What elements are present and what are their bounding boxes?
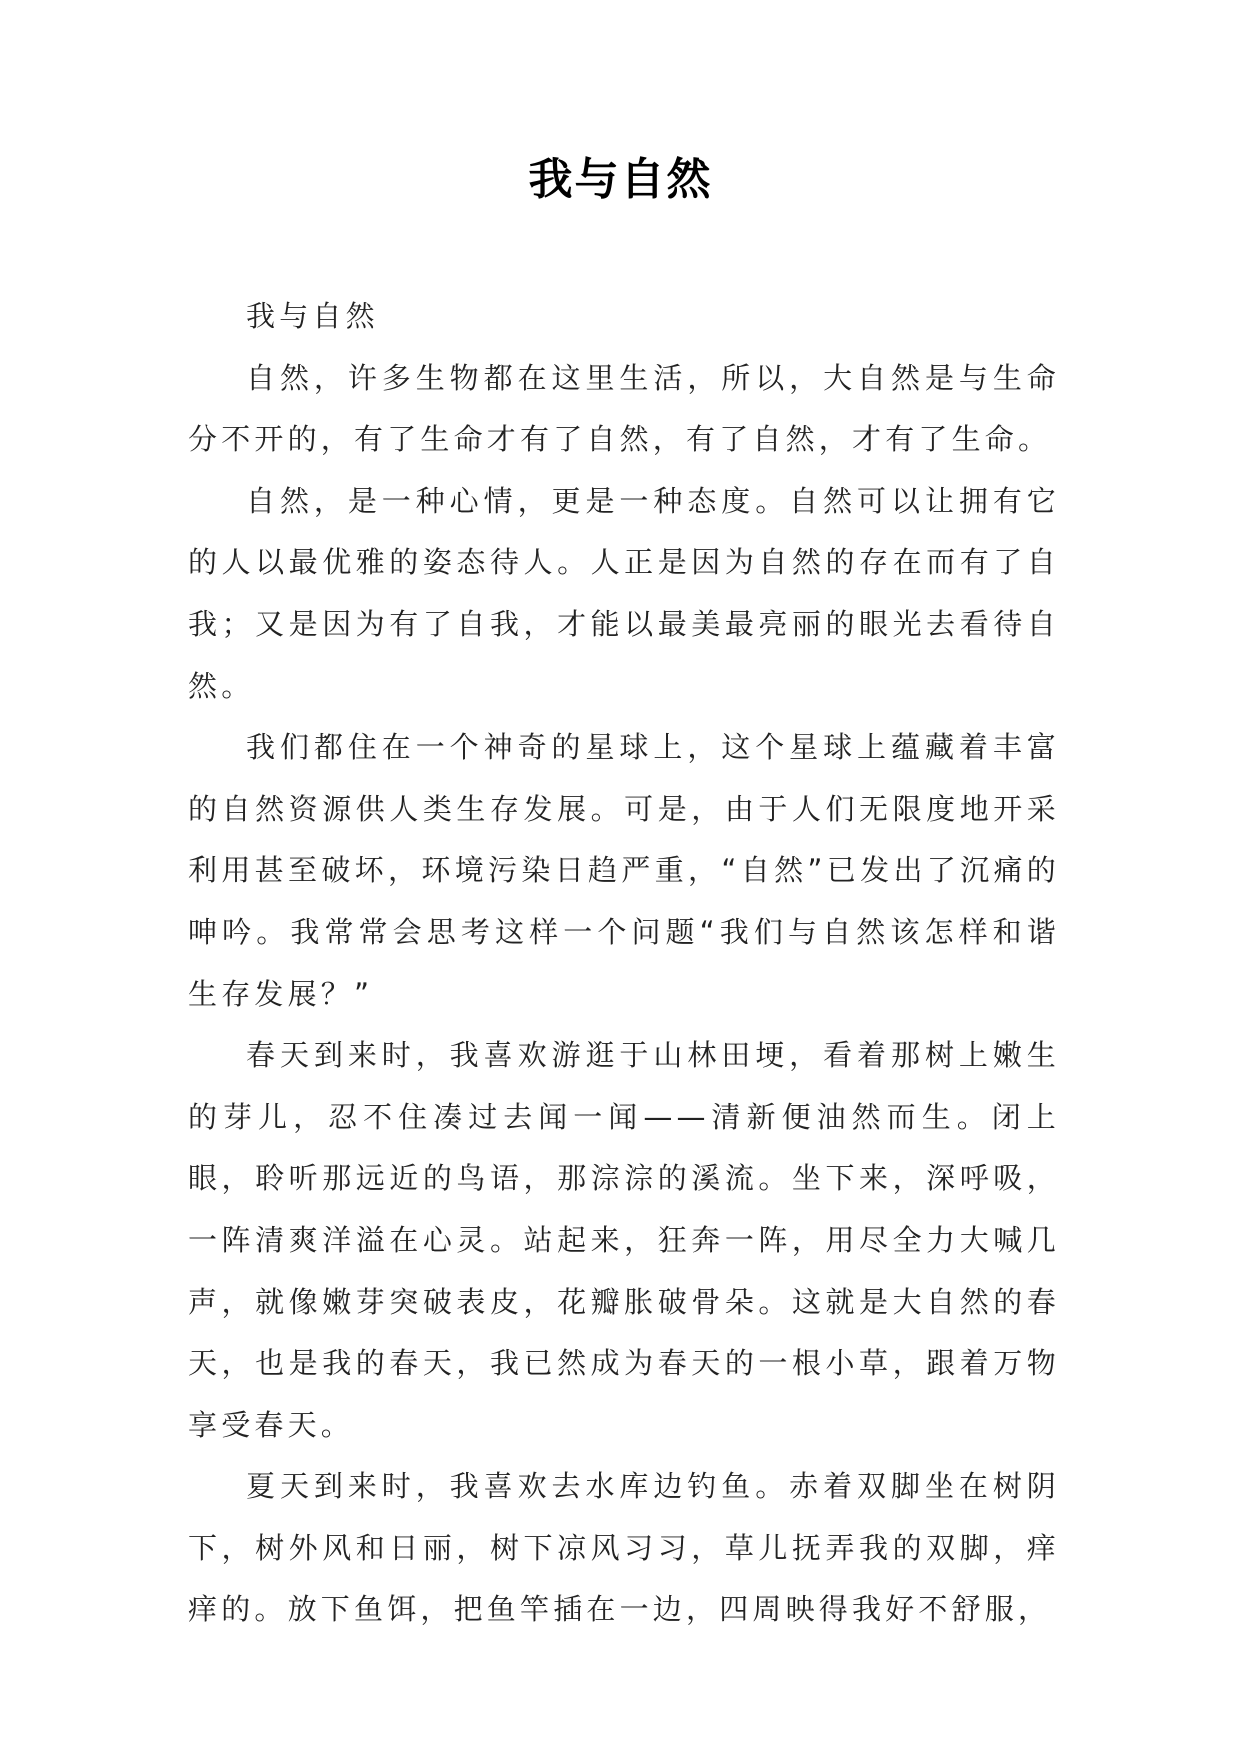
paragraph: 自然，许多生物都在这里生活，所以，大自然是与生命分不开的，有了生命才有了自然，有了自然，才有了生命。 [188,360,1060,457]
paragraph: 夏天到来时，我喜欢去水库边钓鱼。赤着双脚坐在树阴下，树外风和日丽，树下凉风习习，草儿抚弄我的双脚，痒痒的。放下鱼饵，把鱼竿插在一边，四周映得我好不舒服， [188,1469,1060,1627]
paragraph: 自然，是一种心情，更是一种态度。自然可以让拥有它的人以最优雅的姿态待人。人正是因为自然的存在而有了自我；又是因为有了自我，才能以最美最亮丽的眼光去看待自然。 [188,483,1060,703]
paragraph: 我们都住在一个神奇的星球上，这个星球上蕴藏着丰富的自然资源供人类生存发展。可是，由于人们无限度地开采利用甚至破坏，环境污染日趋严重，“自然”已发出了沉痛的呻吟。我常常会思考这样一个问题“我们与自然该怎样和谐生存发展？” [188,730,1060,1011]
document-body [188,286,1060,1641]
paragraph: 春天到来时，我喜欢游逛于山林田埂，看着那树上嫩生的芽儿，忍不住凑过去闻一闻——清新便油然而生。闭上眼，聆听那远近的鸟语，那淙淙的溪流。坐下来，深呼吸，一阵清爽洋溢在心灵。站起来，狂奔一阵，用尽全力大喊几声，就像嫩芽突破表皮，花瓣胀破骨朵。这就是大自然的春天，也是我的春天，我已然成为春天的一根小草，跟着万物享受春天。 [188,1038,1060,1442]
paragraph: 我与自然 [246,299,379,333]
document-title: 我与自然 [528,154,713,205]
